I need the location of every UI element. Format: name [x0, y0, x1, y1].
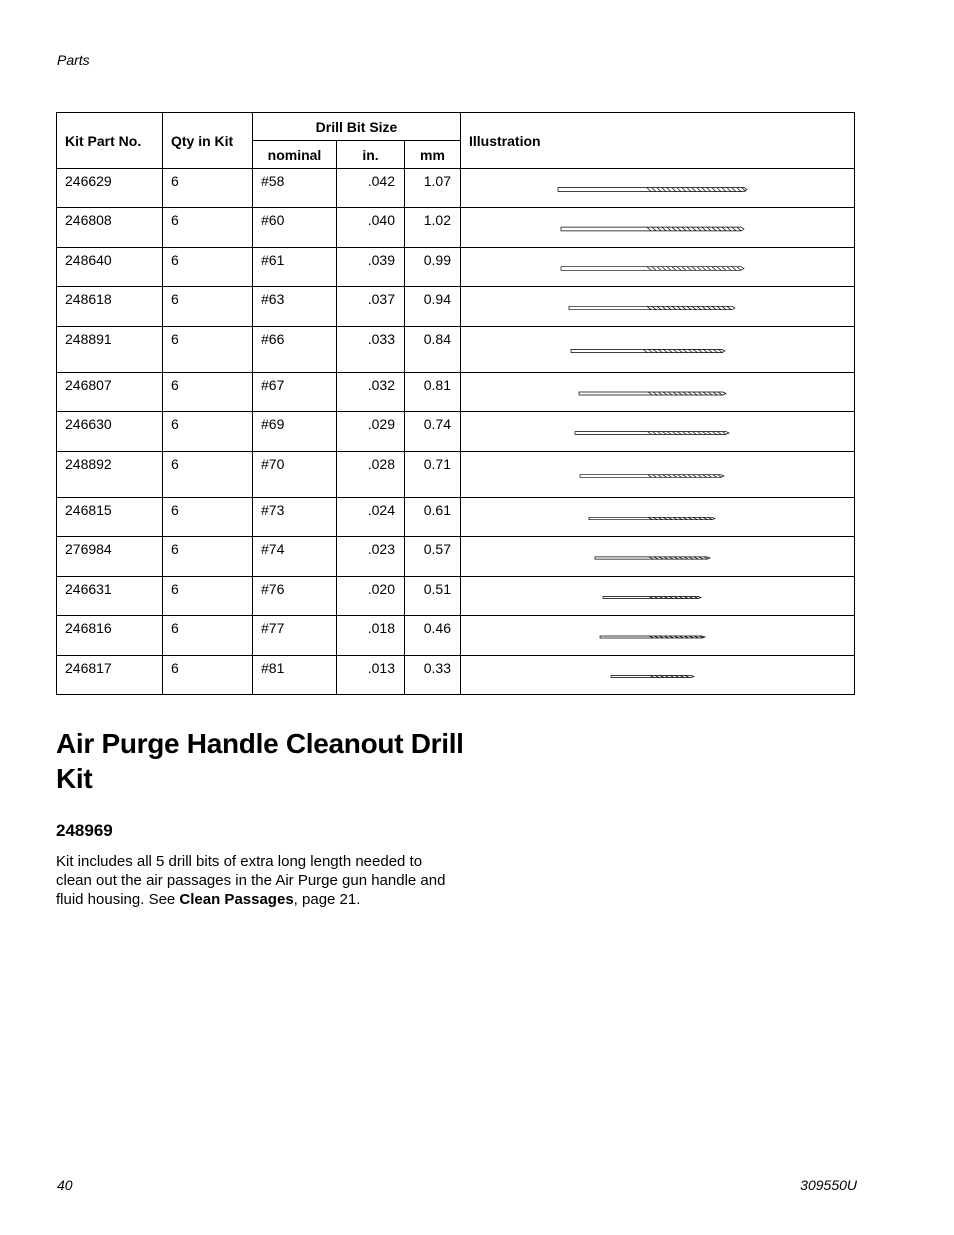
cell-in: .024	[337, 498, 405, 537]
cell-nominal: #66	[253, 327, 337, 373]
cell-illustration	[461, 327, 855, 373]
cell-qty: 6	[163, 248, 253, 287]
drill-bit-icon	[461, 617, 853, 655]
cell-qty: 6	[163, 373, 253, 412]
table-row	[57, 208, 855, 248]
cell-mm: 0.81	[405, 373, 461, 412]
cell-kit-part-no: 246808	[57, 208, 163, 248]
drill-bit-icon	[461, 170, 853, 207]
cell-in: .042	[337, 169, 405, 208]
header-drill-bit-size: Drill Bit Size	[253, 113, 461, 141]
cell-kit-part-no: 248891	[57, 327, 163, 373]
drill-bit-icon	[461, 499, 853, 536]
cell-in: .029	[337, 412, 405, 452]
cell-nominal: #76	[253, 577, 337, 616]
header-nominal: nominal	[253, 141, 337, 169]
cell-mm: 0.99	[405, 248, 461, 287]
cell-in: .020	[337, 577, 405, 616]
cell-illustration	[461, 656, 855, 695]
cell-nominal: #77	[253, 616, 337, 656]
drill-bit-icon	[461, 453, 853, 497]
cell-mm: 0.33	[405, 656, 461, 695]
cell-illustration	[461, 169, 855, 208]
cell-qty: 6	[163, 577, 253, 616]
table-row	[57, 287, 855, 327]
header-illustration: Illustration	[461, 113, 855, 169]
cell-qty: 6	[163, 498, 253, 537]
cell-mm: 0.84	[405, 327, 461, 373]
clean-passages-reference: Clean Passages	[179, 891, 294, 908]
cell-kit-part-no: 246807	[57, 373, 163, 412]
kit-description-text: Kit includes all 5 drill bits of extra long length needed to clean out the air passages in the Air Purge gun handle and fluid housing. See	[56, 853, 446, 908]
drill-bit-icon	[461, 538, 853, 576]
cell-qty: 6	[163, 412, 253, 452]
cell-mm: 0.46	[405, 616, 461, 656]
table-row	[57, 498, 855, 537]
cell-illustration	[461, 537, 855, 577]
cell-mm: 1.07	[405, 169, 461, 208]
document-number: 309550U	[800, 1177, 857, 1193]
cell-in: .037	[337, 287, 405, 327]
table-body	[57, 169, 855, 695]
drill-kit-table	[56, 112, 855, 695]
drill-bit-icon	[461, 249, 853, 286]
drill-bit-icon	[461, 657, 853, 694]
cell-nominal: #69	[253, 412, 337, 452]
cell-kit-part-no: 248892	[57, 452, 163, 498]
cell-qty: 6	[163, 327, 253, 373]
cell-qty: 6	[163, 616, 253, 656]
cell-qty: 6	[163, 452, 253, 498]
cell-nominal: #70	[253, 452, 337, 498]
section-title: Air Purge Handle Cleanout Drill Kit	[56, 728, 464, 794]
cell-nominal: #63	[253, 287, 337, 327]
cell-in: .013	[337, 656, 405, 695]
cell-kit-part-no: 246816	[57, 616, 163, 656]
cell-nominal: #61	[253, 248, 337, 287]
cell-qty: 6	[163, 656, 253, 695]
cell-kit-part-no: 276984	[57, 537, 163, 577]
cell-mm: 0.57	[405, 537, 461, 577]
header-in: in.	[337, 141, 405, 169]
cell-in: .023	[337, 537, 405, 577]
header-mm: mm	[405, 141, 461, 169]
cell-kit-part-no: 248618	[57, 287, 163, 327]
kit-number: 248969	[56, 821, 113, 840]
cell-illustration	[461, 452, 855, 498]
cell-kit-part-no: 246631	[57, 577, 163, 616]
cell-illustration	[461, 248, 855, 287]
running-header: Parts	[57, 52, 90, 68]
cell-nominal: #73	[253, 498, 337, 537]
cell-mm: 0.51	[405, 577, 461, 616]
cell-nominal: #67	[253, 373, 337, 412]
cell-nominal: #58	[253, 169, 337, 208]
table-row	[57, 412, 855, 452]
cell-illustration	[461, 498, 855, 537]
table-row	[57, 169, 855, 208]
cell-kit-part-no: 246629	[57, 169, 163, 208]
cell-in: .039	[337, 248, 405, 287]
drill-bit-icon	[461, 288, 853, 326]
cell-qty: 6	[163, 208, 253, 248]
cell-in: .040	[337, 208, 405, 248]
header-qty-in-kit: Qty in Kit	[163, 113, 253, 169]
drill-bit-icon	[461, 374, 853, 411]
cell-kit-part-no: 246817	[57, 656, 163, 695]
table-row	[57, 373, 855, 412]
table-row	[57, 452, 855, 498]
cell-nominal: #60	[253, 208, 337, 248]
cell-illustration	[461, 208, 855, 248]
cell-mm: 0.74	[405, 412, 461, 452]
table-row	[57, 327, 855, 373]
cell-in: .032	[337, 373, 405, 412]
cell-in: .028	[337, 452, 405, 498]
cell-illustration	[461, 412, 855, 452]
kit-description-page: , page 21.	[293, 891, 361, 908]
table-row	[57, 656, 855, 695]
table-row	[57, 248, 855, 287]
cell-in: .033	[337, 327, 405, 373]
table-row	[57, 577, 855, 616]
cell-illustration	[461, 373, 855, 412]
cell-mm: 1.02	[405, 208, 461, 248]
cell-nominal: #81	[253, 656, 337, 695]
table-row	[57, 537, 855, 577]
cell-kit-part-no: 246630	[57, 412, 163, 452]
cell-kit-part-no: 246815	[57, 498, 163, 537]
cell-qty: 6	[163, 169, 253, 208]
cell-illustration	[461, 616, 855, 656]
cell-qty: 6	[163, 537, 253, 577]
cell-mm: 0.71	[405, 452, 461, 498]
cell-mm: 0.61	[405, 498, 461, 537]
drill-bit-icon	[461, 209, 853, 247]
drill-bit-icon	[461, 413, 853, 451]
cell-illustration	[461, 287, 855, 327]
drill-bit-icon	[461, 328, 853, 372]
cell-kit-part-no: 248640	[57, 248, 163, 287]
cell-in: .018	[337, 616, 405, 656]
drill-bit-icon	[461, 578, 853, 615]
header-kit-part-no: Kit Part No.	[57, 113, 163, 169]
cell-illustration	[461, 577, 855, 616]
kit-description	[56, 852, 456, 909]
page-number: 40	[57, 1177, 73, 1193]
cell-qty: 6	[163, 287, 253, 327]
table-row	[57, 616, 855, 656]
cell-nominal: #74	[253, 537, 337, 577]
cell-mm: 0.94	[405, 287, 461, 327]
